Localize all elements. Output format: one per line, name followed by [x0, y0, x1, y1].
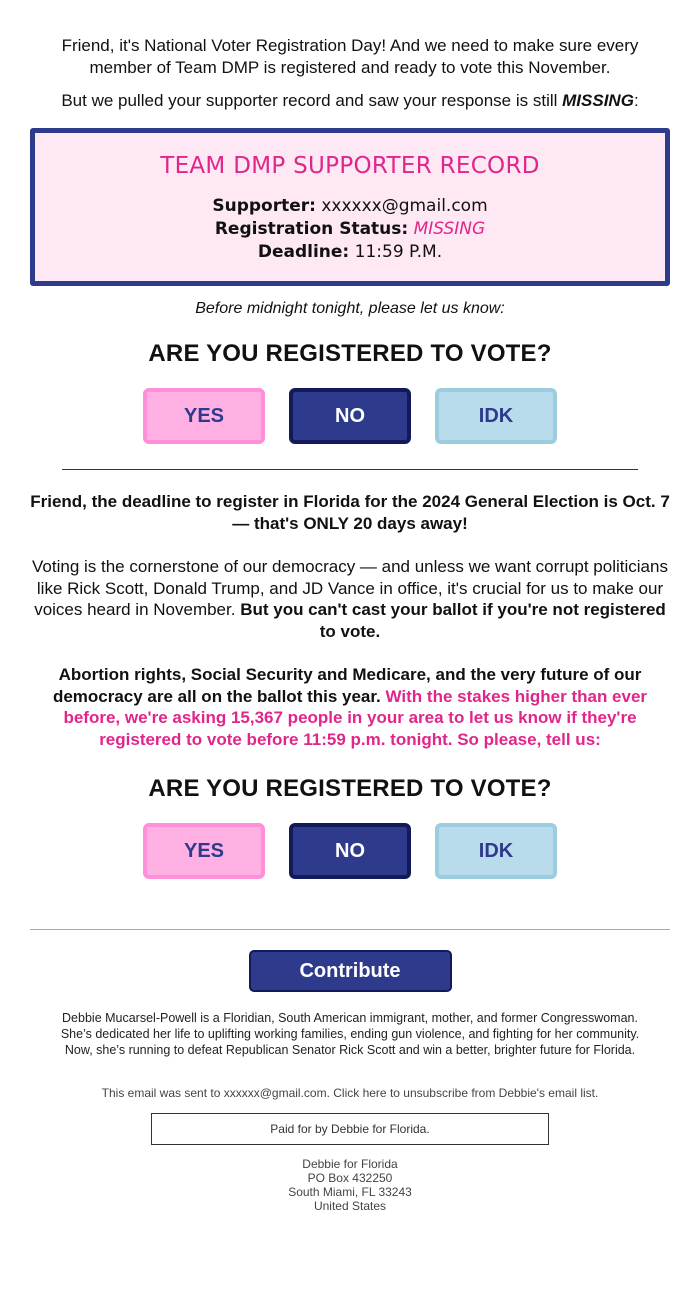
answer-buttons-1 [0, 388, 700, 444]
idk-button[interactable]: IDK [435, 823, 557, 879]
voting-bold-text: But you can't cast your ballot if you're not registered to vote. [240, 600, 666, 641]
question-heading-2: ARE YOU REGISTERED TO VOTE? [148, 775, 552, 802]
intro-line-2-suffix: : [633, 91, 639, 110]
status-label: Registration Status: [214, 219, 409, 239]
intro-missing-emphasis: MISSING [562, 91, 634, 110]
no-button[interactable]: NO [289, 823, 411, 879]
supporter-value: xxxxxx@gmail.com [321, 196, 488, 216]
divider [62, 469, 638, 470]
address-line: PO Box 432250 [307, 1171, 393, 1185]
supporter-record-box [30, 128, 670, 286]
question-heading-1: ARE YOU REGISTERED TO VOTE? [148, 340, 552, 367]
mailing-address [0, 1157, 700, 1213]
record-supporter-line [35, 195, 665, 218]
intro-line-1: Friend, it's National Voter Registration Day! And we need to make sure every member of Team DMP is registered and ready to vote this November. [61, 36, 639, 77]
status-value: MISSING [413, 219, 486, 239]
contribute-wrapper [0, 950, 700, 992]
intro-line-2-prefix: But we pulled your supporter record and saw your response is still [61, 91, 563, 110]
address-line: United States [313, 1199, 387, 1213]
sent-prefix: This email was sent to xxxxxx@gmail.com. Click [101, 1086, 363, 1100]
address-line: Debbie for Florida [302, 1157, 398, 1171]
deadline-paragraph: Friend, the deadline to register in Florida for the 2024 General Election is Oct. 7 — that's ONLY 20 days away! [30, 492, 670, 533]
abortion-bold-text: Abortion rights, Social Security and Medicare, and the very future of our democracy are all on the ballot this year. [52, 665, 642, 706]
before-midnight-text: Before midnight tonight, please let us know: [195, 300, 505, 317]
unsubscribe-link[interactable]: here [362, 1086, 387, 1100]
paid-for-box: Paid for by Debbie for Florida. [151, 1113, 549, 1145]
address-line: South Miami, FL 33243 [288, 1185, 412, 1199]
no-button[interactable]: NO [289, 388, 411, 444]
record-status-line [35, 218, 665, 241]
record-deadline-line [35, 241, 665, 264]
answer-buttons-2 [0, 823, 700, 879]
abortion-paragraph [0, 664, 700, 750]
voting-paragraph [0, 556, 700, 642]
yes-button[interactable]: YES [143, 823, 265, 879]
contribute-button[interactable]: Contribute [249, 950, 452, 992]
idk-button[interactable]: IDK [435, 388, 557, 444]
supporter-label: Supporter: [212, 196, 316, 216]
abortion-pink-text: With the stakes higher than ever before, we're asking 15,367 people in your area to let us know if they're registered to vote before 11:59 p.m. tonight. So please, tell us: [63, 686, 648, 749]
candidate-bio: Debbie Mucarsel-Powell is a Floridian, South American immigrant, mother, and former Congresswoman. She’s dedicated her life to uplifting working families, ending gun violence, and fighting for her community. Now, she’s running to defeat Republican Senator Rick Scott and win a better, brighter future for Florida. [60, 1011, 640, 1057]
paid-for-wrapper [0, 1113, 700, 1145]
footer-divider [30, 929, 670, 930]
yes-button[interactable]: YES [143, 388, 265, 444]
record-title: TEAM DMP SUPPORTER RECORD [160, 153, 540, 179]
deadline-value: 11:59 P.M. [354, 242, 443, 262]
intro-line-2 [0, 90, 700, 112]
voting-text: Voting is the cornerstone of our democracy — and unless we want corrupt politicians like Rick Scott, Donald Trump, and JD Vance in office, it's crucial for us to make our voices heard in November. [32, 557, 668, 619]
email-sent-notice [0, 1086, 700, 1101]
sent-suffix: to unsubscribe from Debbie's email list. [386, 1086, 599, 1100]
record-details [35, 195, 665, 264]
deadline-label: Deadline: [257, 242, 350, 262]
